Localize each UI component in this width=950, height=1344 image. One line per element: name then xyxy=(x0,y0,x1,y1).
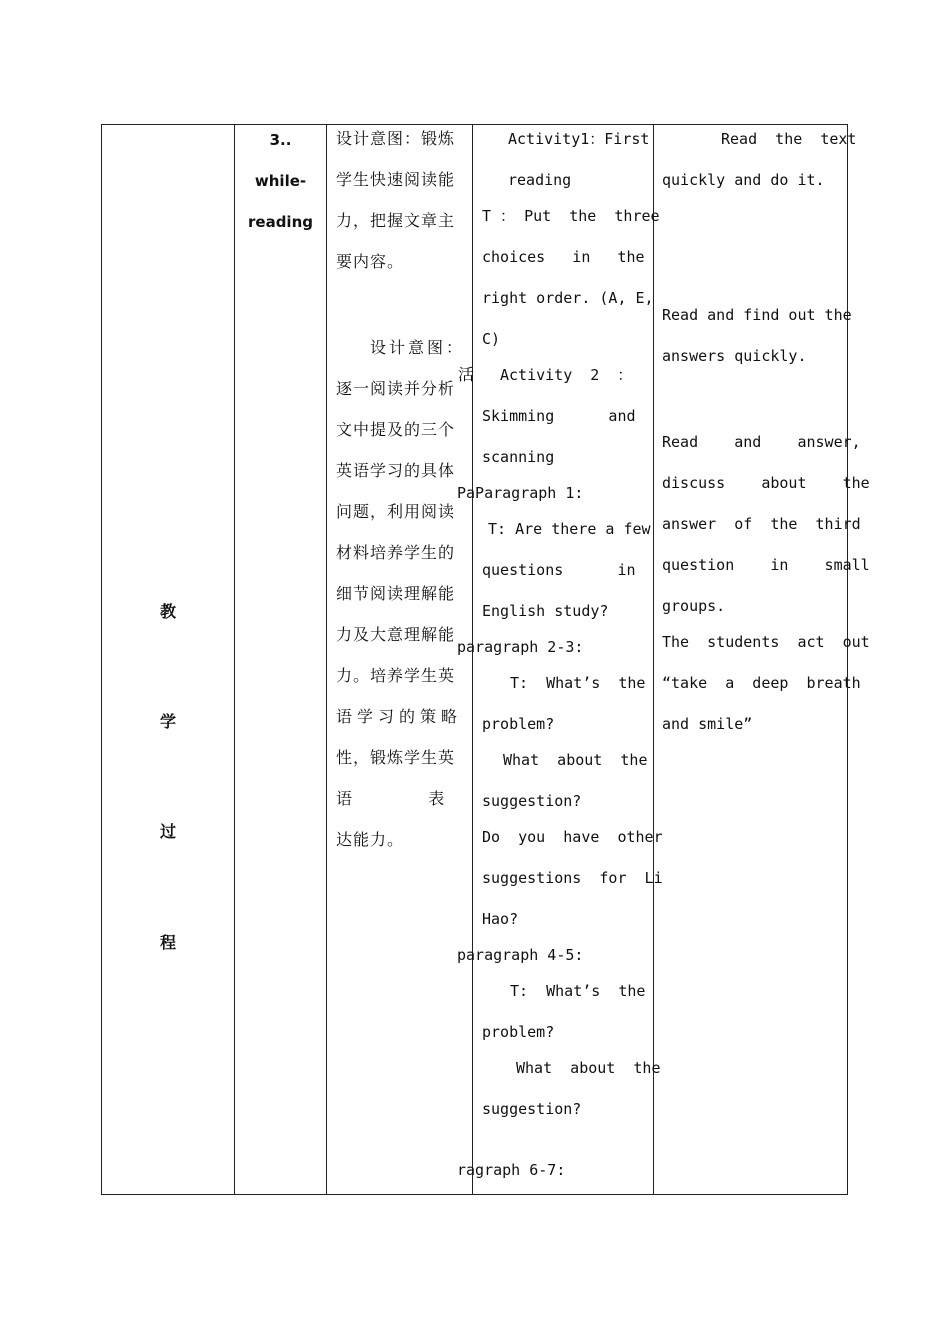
teacher-line: Hao? xyxy=(482,910,519,928)
design-intent-line: 性，锻炼学生英 xyxy=(336,748,456,767)
teacher-line: T: What’s the xyxy=(510,674,646,692)
teacher-line: English study? xyxy=(482,602,609,620)
student-line: The students act out xyxy=(662,633,870,651)
design-intent-title: 设计意图： xyxy=(370,338,466,357)
lesson-plan-table xyxy=(101,124,870,1195)
teacher-line: Skimming and xyxy=(482,407,636,425)
design-intent-line: 逐一阅读并分析 xyxy=(336,379,456,398)
student-line: discuss about the xyxy=(662,474,870,492)
design-intent-line: 要内容。 xyxy=(336,252,405,271)
teacher-line: What about the xyxy=(503,751,648,769)
design-intent-line: 设计意图：锻炼 xyxy=(336,129,456,148)
teacher-line: suggestions for Li xyxy=(482,869,663,887)
student-line: and smile” xyxy=(662,715,753,733)
process-char: 教 xyxy=(159,602,176,621)
activity-title: Activity 2 ： xyxy=(500,366,633,384)
teacher-line: choices in the xyxy=(482,248,645,266)
process-char: 程 xyxy=(159,933,176,952)
paragraph-label: PaParagraph 1: xyxy=(457,484,584,502)
student-activity-cell xyxy=(654,125,870,1196)
design-intent-line: 达能力。 xyxy=(336,830,405,849)
process-label-cell xyxy=(102,125,234,1196)
paragraph-label: paragraph 2-3: xyxy=(457,638,584,656)
design-intent-line: 力，把握文章主 xyxy=(336,211,456,230)
design-intent-line: 英语学习的具体 xyxy=(336,461,456,480)
teacher-line: scanning xyxy=(482,448,555,466)
paragraph-label: ragraph 6-7: xyxy=(457,1161,566,1179)
design-intent-line: 语 表 xyxy=(336,789,445,808)
activity-title: reading xyxy=(508,171,572,189)
design-intent-line: 力。培养学生英 xyxy=(336,666,456,685)
design-intent-line: 材料培养学生的 xyxy=(336,543,456,562)
design-intent-line: 问题，利用阅读 xyxy=(336,502,456,521)
process-char: 学 xyxy=(159,712,176,731)
student-line: answer of the third xyxy=(662,515,861,533)
activity-prefix: 活 xyxy=(458,365,475,384)
student-line: Read and answer, xyxy=(662,433,861,451)
teacher-line: problem? xyxy=(482,715,555,733)
design-intent-line: 细节阅读理解能 xyxy=(336,584,456,603)
step-name: reading xyxy=(248,213,313,231)
teacher-activity-cell xyxy=(454,125,663,1196)
process-char: 过 xyxy=(159,822,176,841)
student-line: Read and find out the xyxy=(662,306,852,324)
teacher-line: C) xyxy=(482,330,501,348)
student-line: answers quickly. xyxy=(662,347,807,365)
design-intent-cell xyxy=(327,125,475,1196)
design-intent-line: 语学习的策略 xyxy=(336,707,463,726)
student-line: Read the text xyxy=(721,130,857,148)
teacher-line: T: What’s the xyxy=(510,982,646,1000)
student-line: groups. xyxy=(662,597,726,615)
teacher-line: What about the xyxy=(516,1059,661,1077)
step-cell xyxy=(235,125,326,1196)
teacher-line: suggestion? xyxy=(482,1100,582,1118)
step-number: 3.. xyxy=(269,131,292,149)
teacher-line: T: Are there a few xyxy=(488,520,651,538)
student-line: quickly and do it. xyxy=(662,171,825,189)
teacher-line: suggestion? xyxy=(482,792,582,810)
teacher-line: Do you have other xyxy=(482,828,663,846)
teacher-line: T ： Put the three xyxy=(482,207,660,225)
teacher-line: right order. (A, E, xyxy=(482,289,654,307)
step-name: while- xyxy=(254,172,307,190)
teacher-line: questions in xyxy=(482,561,636,579)
teacher-line: problem? xyxy=(482,1023,555,1041)
design-intent-line: 力及大意理解能 xyxy=(336,625,456,644)
design-intent-line: 文中提及的三个 xyxy=(336,420,456,439)
activity-title: Activity1：First xyxy=(508,130,650,148)
paragraph-label: paragraph 4-5: xyxy=(457,946,584,964)
student-line: “take a deep breath xyxy=(662,674,861,692)
student-line: question in small xyxy=(662,556,870,574)
design-intent-line: 学生快速阅读能 xyxy=(336,170,456,189)
